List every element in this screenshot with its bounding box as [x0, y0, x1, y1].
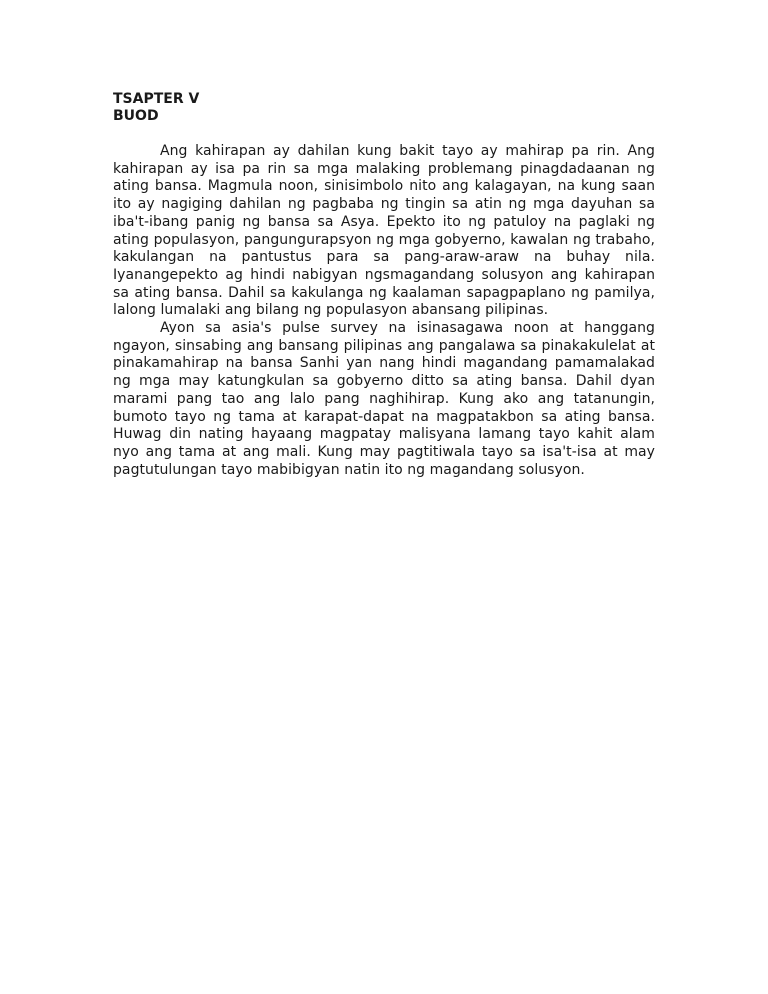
paragraph-1: Ang kahirapan ay dahilan kung bakit tayo ay mahirap pa rin. Ang kahirapan ay isa pa rin sa mga malaking problemang pinagdadaanan ng ating bansa. Magmula noon, sinisimbolo nito ang kalagayan, na kung saan ito ay nagiging dahilan ng pagbaba ng tingin sa atin ng mga dayuhan sa iba't-ibang panig ng bansa sa Asya. Epekto ito ng patuloy na paglaki ng ating populasyon, pangungurapsyon ng mga gobyerno, kawalan ng trabaho, kakulangan na pantustus para sa pang-araw-araw na buhay nila. Iyanangepekto ag hindi nabigyan ngsmagandang solusyon ang kahirapan sa ating bansa. Dahil sa kakulanga ng kaalaman sapagpaplano ng pamilya, lalong lumalaki ang bilang ng populasyon abansang pilipinas. [113, 143, 655, 319]
section-title: BUOD [113, 108, 159, 124]
chapter-title: TSAPTER V [113, 91, 200, 107]
paragraph-2: Ayon sa asia's pulse survey na isinasagawa noon at hanggang ngayon, sinsabing ang bansang pilipinas ang pangalawa sa pinakakulelat at pinakamahirap na bansa Sanhi yan nang hindi magandang pamamalakad ng mga may katungkulan sa gobyerno ditto sa ating bansa. Dahil dyan marami pang tao ang lalo pang naghihirap. Kung ako ang tatanungin, bumoto tayo ng tama at karapat-dapat na magpatakbon sa ating bansa. Huwag din nating hayaang magpatay malisyana lamang tayo kahit alam nyo ang tama at ang mali. Kung may pagtitiwala tayo sa isa't-isa at may pagtutulungan tayo mabibigyan natin ito ng magandang solusyon. [113, 320, 655, 478]
document-body [113, 91, 655, 479]
heading-spacer [113, 125, 655, 143]
